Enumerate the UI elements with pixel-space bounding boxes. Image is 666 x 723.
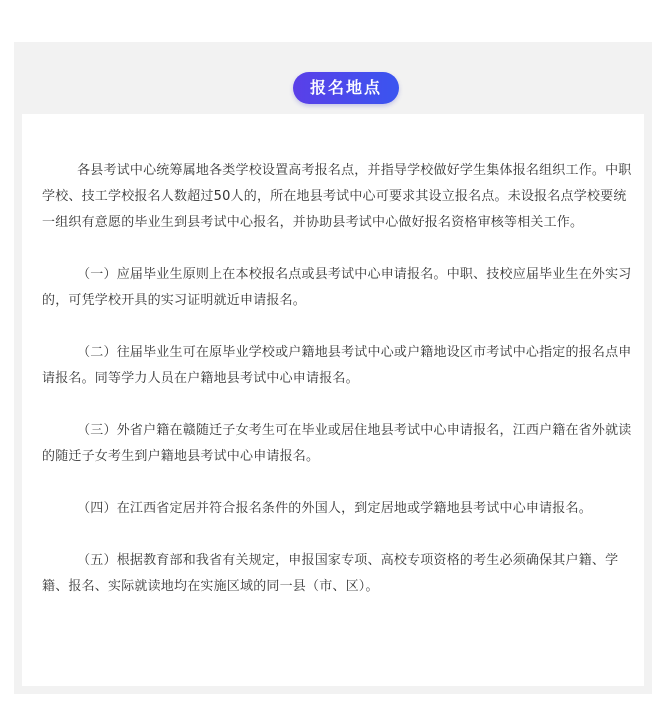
item-paragraph-3: （三）外省户籍在赣随迁子女考生可在毕业或居住地县考试中心申请报名，江西户籍在省外就读的随迁子女考生到户籍地县考试中心申请报名。 [42, 423, 632, 464]
item-paragraph-2: （二）往届毕业生可在原毕业学校或户籍地县考试中心或户籍地设区市考试中心指定的报名点申请报名。同等学力人员在户籍地县考试中心申请报名。 [42, 345, 632, 386]
item-paragraph-5: （五）根据教育部和我省有关规定，申报国家专项、高校专项资格的考生必须确保其户籍、学籍、报名、实际就读地均在实施区域的同一县（市、区）。 [42, 553, 619, 594]
section-card [14, 42, 652, 694]
item-paragraph-1: （一）应届毕业生原则上在本校报名点或县考试中心申请报名。中职、技校应届毕业生在外实习的，可凭学校开具的实习证明就近申请报名。 [42, 267, 632, 308]
section-title-badge: 报名地点 [293, 72, 399, 104]
intro-paragraph: 各县考试中心统筹属地各类学校设置高考报名点，并指导学校做好学生集体报名组织工作。中职学校、技工学校报名人数超过50人的，所在地县考试中心可要求其设立报名点。未设报名点学校要统一组织有意愿的毕业生到县考试中心报名，并协助县考试中心做好报名资格审核等相关工作。 [42, 163, 632, 230]
item-paragraph-4: （四）在江西省定居并符合报名条件的外国人，到定居地或学籍地县考试中心申请报名。 [77, 501, 592, 516]
section-content [22, 114, 644, 686]
